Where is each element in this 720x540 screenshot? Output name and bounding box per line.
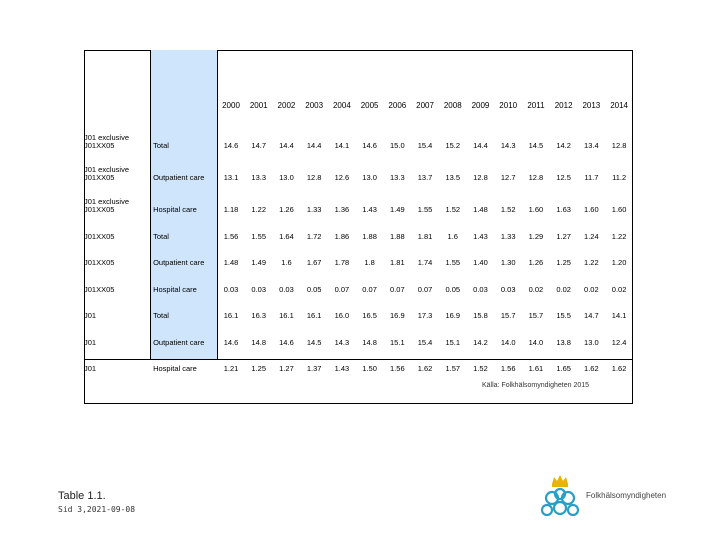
region-cell: J01XX05	[84, 284, 115, 294]
value-cell: 1.24	[584, 231, 599, 241]
value-cell: 1.61	[528, 364, 544, 373]
value-cell: 14.4	[306, 141, 322, 150]
value-cell: 11.2	[612, 173, 627, 182]
value-cell: 1.65	[556, 364, 571, 373]
value-cell: 14.3	[500, 141, 516, 150]
value-cell: 1.64	[279, 231, 294, 241]
year-header: 2000	[222, 101, 240, 110]
value-cell: 14.6	[279, 337, 294, 347]
category-column-divider	[217, 50, 218, 360]
value-cell: 1.18	[223, 205, 239, 214]
value-cell: 14.5	[306, 337, 322, 347]
value-cell: 0.03	[473, 284, 488, 294]
year-header: 2014	[610, 101, 628, 110]
value-cell: 1.33	[500, 231, 516, 241]
value-cell: 1.62	[584, 364, 599, 373]
value-cell: 0.03	[223, 284, 239, 294]
value-cell: 1.62	[417, 364, 433, 373]
region-cell: J01 exclusive J01XX05	[84, 165, 130, 182]
category-cell: Outpatient care	[153, 173, 205, 182]
value-cell: 16.1	[306, 311, 322, 320]
table-row	[84, 152, 633, 184]
value-cell: 16.3	[251, 311, 267, 320]
value-cell: 1.22	[584, 258, 599, 267]
table-row	[84, 243, 633, 270]
value-cell: 1.20	[611, 258, 627, 267]
region-column-divider	[150, 50, 151, 360]
value-cell: 14.4	[473, 141, 488, 150]
value-cell: 1.43	[473, 231, 488, 241]
value-cell: 1.29	[528, 231, 544, 241]
value-cell: 0.02	[611, 284, 627, 294]
value-cell: 1.62	[611, 364, 627, 373]
value-cell: 13.5	[445, 173, 461, 182]
table-bottom-divider	[84, 359, 633, 360]
value-cell: 1.81	[390, 258, 405, 267]
year-header: 2011	[527, 101, 545, 110]
value-cell: 0.02	[556, 284, 571, 294]
value-cell: 16.1	[223, 311, 239, 320]
year-header-row	[84, 50, 633, 120]
header-empty-cell	[84, 50, 150, 120]
value-cell: 1.52	[473, 364, 488, 373]
value-cell: 1.56	[223, 231, 239, 241]
value-cell: 1.52	[500, 205, 516, 214]
table-row	[84, 322, 633, 349]
value-cell: 1.81	[417, 231, 433, 241]
value-cell: 13.4	[584, 141, 599, 150]
value-cell: 1.55	[445, 258, 461, 267]
value-cell: 14.2	[556, 141, 571, 150]
year-header: 2010	[499, 101, 518, 110]
value-cell: 1.72	[306, 231, 322, 241]
value-cell: 1.56	[390, 364, 405, 373]
value-cell: 0.03	[279, 284, 294, 294]
value-cell: 14.0	[500, 337, 516, 347]
value-cell: 12.4	[611, 337, 627, 347]
year-header: 2007	[416, 101, 434, 110]
year-header: 2008	[443, 101, 462, 110]
value-cell: 14.8	[251, 337, 267, 347]
value-cell: 17.3	[417, 311, 433, 320]
value-cell: 1.55	[251, 231, 267, 241]
value-cell: 12.8	[306, 173, 322, 182]
value-cell: 14.1	[334, 141, 350, 150]
value-cell: 15.2	[445, 141, 461, 150]
value-cell: 14.6	[362, 141, 377, 150]
category-cell: Hospital care	[153, 205, 197, 214]
value-cell: 1.43	[334, 364, 350, 373]
value-cell: 13.0	[279, 173, 294, 182]
value-cell: 1.6	[447, 231, 458, 241]
value-cell: 15.1	[445, 337, 461, 347]
value-cell: 1.21	[223, 364, 239, 373]
value-cell: 1.49	[390, 205, 405, 214]
value-cell: 1.57	[445, 364, 461, 373]
region-cell: J01XX05	[84, 258, 115, 267]
value-cell: 0.05	[306, 284, 322, 294]
page-date: Sid 3,2021-09-08	[58, 505, 136, 514]
year-header: 2004	[332, 101, 351, 110]
year-header: 2013	[582, 101, 601, 110]
value-cell: 0.05	[445, 284, 461, 294]
year-header: 2002	[277, 101, 296, 110]
value-cell: 1.78	[334, 258, 350, 267]
category-cell: Outpatient care	[153, 258, 205, 267]
value-cell: 16.0	[334, 311, 350, 320]
value-cell: 1.36	[334, 205, 350, 214]
value-cell: 15.5	[556, 311, 571, 320]
value-cell: 1.60	[611, 205, 627, 214]
value-cell: 14.6	[223, 337, 239, 347]
value-cell: 12.7	[500, 173, 516, 182]
value-cell: 12.5	[556, 173, 571, 182]
region-cell: J01	[84, 337, 97, 347]
value-cell: 0.02	[584, 284, 599, 294]
category-cell: Total	[153, 311, 169, 320]
value-cell: 1.33	[306, 205, 322, 214]
value-cell: 1.56	[500, 364, 516, 373]
value-cell: 1.52	[445, 205, 461, 214]
value-cell: 14.2	[473, 337, 488, 347]
category-cell: Outpatient care	[153, 337, 205, 347]
value-cell: 1.27	[556, 231, 571, 241]
value-cell: 0.07	[390, 284, 405, 294]
value-cell: 15.1	[390, 337, 405, 347]
slide-title: Table 1.1.	[58, 490, 106, 502]
value-cell: 14.7	[251, 141, 267, 150]
value-cell: 1.55	[417, 205, 433, 214]
value-cell: 13.1	[223, 173, 239, 182]
value-cell: 0.07	[334, 284, 350, 294]
value-cell: 14.8	[362, 337, 377, 347]
value-cell: 1.60	[528, 205, 544, 214]
value-cell: 1.48	[473, 205, 488, 214]
table-row	[84, 120, 633, 152]
value-cell: 1.25	[251, 364, 267, 373]
value-cell: 14.5	[528, 141, 544, 150]
value-cell: 12.8	[528, 173, 544, 182]
logo-wordmark: Folkhälsomyndigheten	[586, 491, 667, 500]
value-cell: 12.6	[334, 173, 350, 182]
value-cell: 1.74	[417, 258, 433, 267]
region-cell: J01 exclusive J01XX05	[84, 133, 130, 150]
region-cell: J01	[84, 364, 97, 373]
year-header: 2005	[360, 101, 379, 110]
value-cell: 1.67	[306, 258, 322, 267]
value-cell: 12.8	[473, 173, 488, 182]
value-cell: 13.7	[417, 173, 433, 182]
value-cell: 13.3	[251, 173, 267, 182]
value-cell: 15.4	[417, 141, 433, 150]
category-cell: Hospital care	[153, 364, 197, 373]
value-cell: 0.07	[362, 284, 377, 294]
value-cell: 1.43	[362, 205, 377, 214]
source-note: Källa: Folkhälsomyndigheten 2015	[482, 382, 590, 389]
value-cell: 1.30	[500, 258, 516, 267]
value-cell: 1.60	[584, 205, 599, 214]
value-cell: 0.03	[251, 284, 267, 294]
category-cell: Total	[153, 231, 169, 241]
value-cell: 13.0	[362, 173, 377, 182]
table-row	[84, 349, 633, 376]
value-cell: 0.03	[500, 284, 516, 294]
value-cell: 15.8	[473, 311, 488, 320]
value-cell: 13.3	[390, 173, 405, 182]
value-cell: 1.37	[306, 364, 322, 373]
value-cell: 13.0	[584, 337, 599, 347]
value-cell: 14.0	[528, 337, 544, 347]
value-cell: 1.26	[528, 258, 544, 267]
value-cell: 1.8	[364, 258, 375, 267]
value-cell: 15.0	[390, 141, 405, 150]
value-cell: 15.7	[528, 311, 544, 320]
category-cell: Hospital care	[153, 284, 197, 294]
region-cell: J01	[84, 311, 97, 320]
value-cell: 1.40	[473, 258, 488, 267]
value-cell: 16.1	[279, 311, 294, 320]
value-cell: 14.4	[279, 141, 294, 150]
value-cell: 0.07	[417, 284, 433, 294]
value-cell: 16.9	[390, 311, 405, 320]
value-cell: 14.7	[584, 311, 599, 320]
category-cell: Total	[153, 141, 169, 150]
value-cell: 0.02	[528, 284, 544, 294]
value-cell: 1.22	[251, 205, 267, 214]
crown-icon	[552, 475, 568, 487]
value-cell: 1.88	[362, 231, 377, 241]
value-cell: 15.7	[500, 311, 516, 320]
region-cell: J01XX05	[84, 231, 115, 241]
value-cell: 16.5	[362, 311, 377, 320]
table-row	[84, 184, 633, 216]
year-header: 2001	[249, 101, 268, 110]
value-cell: 1.88	[390, 231, 405, 241]
value-cell: 1.6	[281, 258, 292, 267]
value-cell: 1.50	[362, 364, 377, 373]
year-header: 2009	[471, 101, 490, 110]
value-cell: 1.26	[279, 205, 294, 214]
value-cell: 1.27	[279, 364, 294, 373]
value-cell: 14.6	[223, 141, 239, 150]
year-header: 2006	[388, 101, 407, 110]
value-cell: 16.9	[445, 311, 461, 320]
table-row	[84, 296, 633, 323]
year-header: 2003	[305, 101, 324, 110]
region-cell: J01 exclusive J01XX05	[84, 197, 130, 214]
value-cell: 12.8	[611, 141, 627, 150]
value-cell: 15.4	[417, 337, 433, 347]
folkhalsomyndigheten-logo-icon	[535, 470, 585, 520]
data-table	[84, 50, 633, 375]
value-cell: 1.49	[251, 258, 267, 267]
value-cell: 1.63	[556, 205, 571, 214]
header-empty-cell	[150, 50, 217, 120]
year-header: 2012	[554, 101, 573, 110]
value-cell: 1.22	[611, 231, 627, 241]
value-cell: 1.48	[223, 258, 239, 267]
value-cell: 11.7	[584, 173, 599, 182]
table-row	[84, 269, 633, 296]
value-cell: 1.86	[334, 231, 350, 241]
value-cell: 1.25	[556, 258, 571, 267]
value-cell: 13.8	[556, 337, 571, 347]
value-cell: 14.3	[334, 337, 350, 347]
value-cell: 14.1	[611, 311, 627, 320]
table-row	[84, 216, 633, 243]
